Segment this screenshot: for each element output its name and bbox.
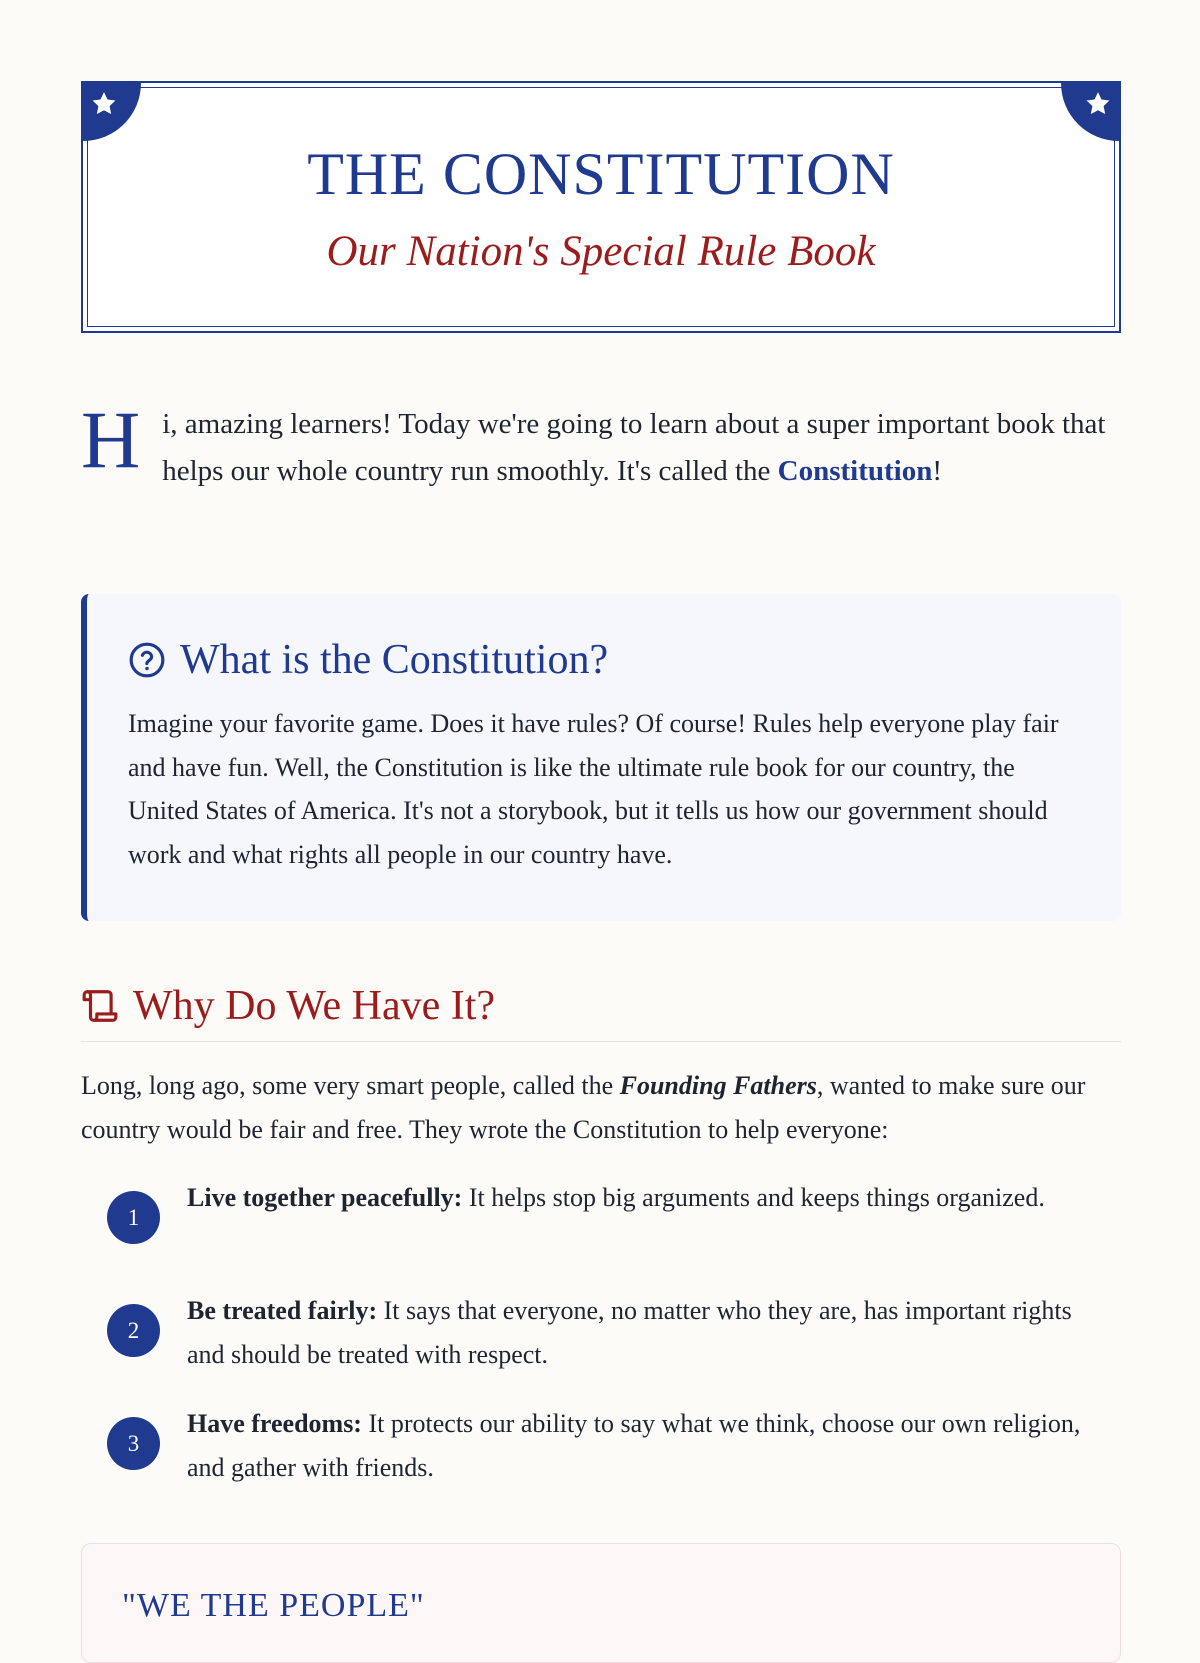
what-is-body: Imagine your favorite game. Does it have rules? Of course! Rules help everyone play fair and have fun. Well, the Constitution is like the ultimate rule book for our country, the United States of America. It's not a storybook, but it tells us how our government should work and what rights all people in our country have. <box>128 709 1059 869</box>
reason-detail: It protects our ability to say what we think, choose our own religion, and gather with friends. <box>187 1409 1081 1482</box>
reason-lead: Have freedoms: <box>187 1409 362 1438</box>
why-text: Long, long ago, some very smart people, called the <box>81 1071 620 1100</box>
what-is-heading <box>128 632 1081 688</box>
page-subtitle: Our Nation's Special Rule Book <box>326 228 876 275</box>
founding-fathers-emphasis: Founding Fathers <box>619 1071 817 1100</box>
intro-text: i, amazing learners! Today we're going to learn about a super important book that helps our whole country run smoothly. It's called the <box>162 408 1106 487</box>
quote-card <box>81 1543 1121 1663</box>
quote-text: "WE THE PEOPLE" <box>122 1587 425 1624</box>
document-page <box>81 81 1121 1624</box>
scroll-icon <box>81 987 119 1025</box>
reason-text <box>187 1289 1107 1376</box>
reason-text <box>187 1402 1107 1489</box>
page-title: THE CONSTITUTION <box>307 141 895 207</box>
what-is-card <box>81 594 1121 921</box>
why-heading <box>81 971 1121 1042</box>
star-icon <box>1083 89 1113 119</box>
number-badge: 3 <box>107 1417 160 1470</box>
corner-ornament-left <box>83 83 141 141</box>
reason-detail: It says that everyone, no matter who they are, has important rights and should be treated with respect. <box>187 1296 1072 1369</box>
what-is-title: What is the Constitution? <box>180 637 609 683</box>
intro-text-end: ! <box>932 455 943 487</box>
intro-highlight: Constitution <box>777 455 933 487</box>
why-title: Why Do We Have It? <box>133 983 496 1029</box>
why-paragraph <box>81 1064 1121 1151</box>
reason-text <box>187 1176 1107 1220</box>
reason-lead: Be treated fairly: <box>187 1296 378 1325</box>
drop-cap: H <box>81 394 141 485</box>
intro-paragraph <box>81 394 1121 495</box>
list-item <box>81 1402 1121 1515</box>
star-icon <box>89 89 119 119</box>
question-circle-icon <box>128 641 166 679</box>
why-text-end: , wanted to make sure our country would be fair and free. They wrote the Constitution to help everyone: <box>81 1071 1086 1144</box>
reason-lead: Live together peacefully: <box>187 1183 463 1212</box>
number-badge: 1 <box>107 1191 160 1244</box>
title-banner <box>81 81 1121 333</box>
reasons-list <box>81 1176 1121 1515</box>
list-item <box>81 1176 1121 1289</box>
corner-ornament-right <box>1061 83 1119 141</box>
list-item <box>81 1289 1121 1402</box>
reason-detail: It helps stop big arguments and keeps things organized. <box>462 1183 1045 1212</box>
number-badge: 2 <box>107 1304 160 1357</box>
